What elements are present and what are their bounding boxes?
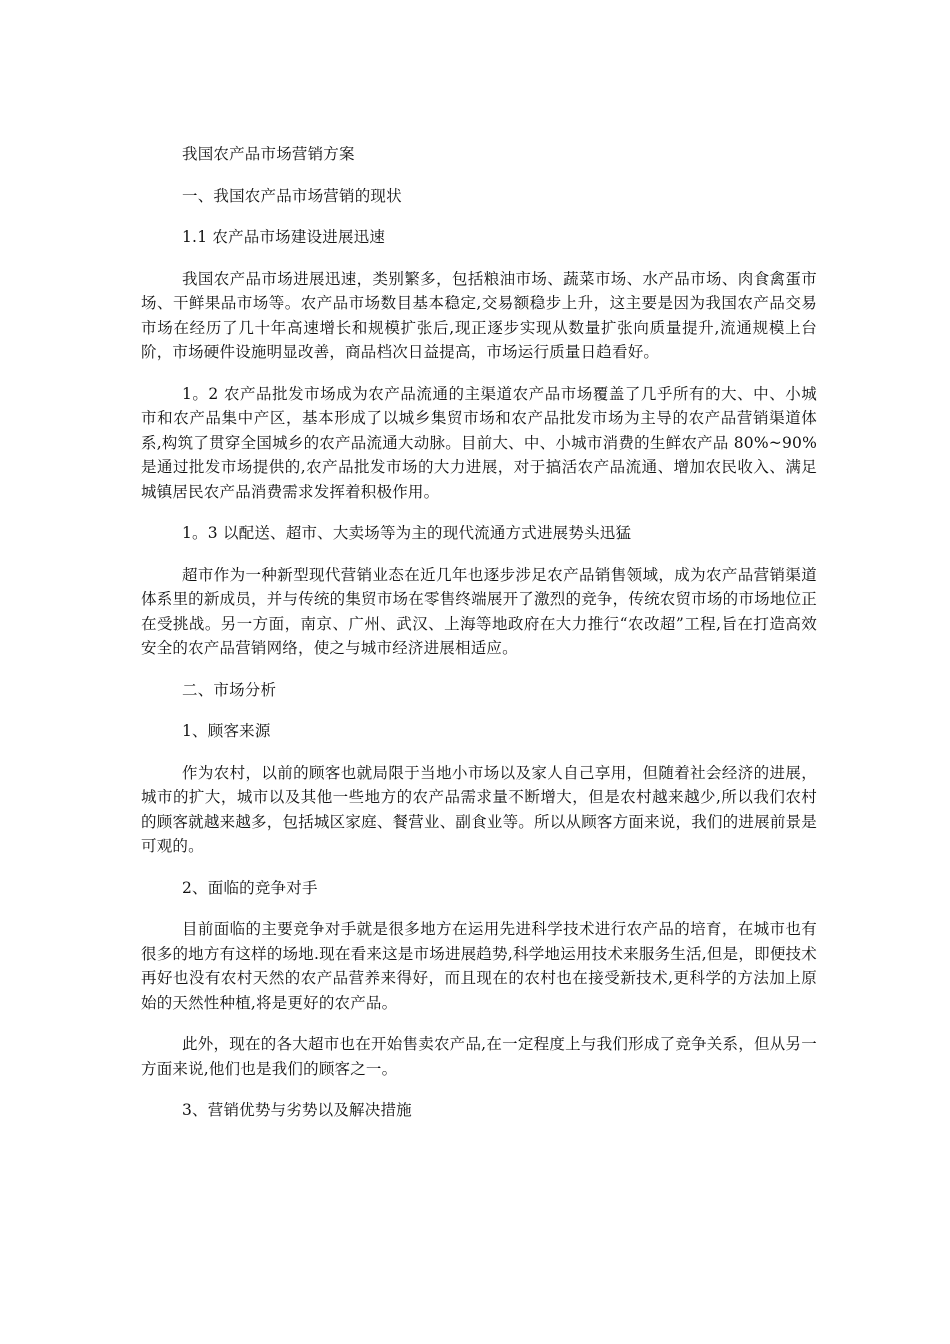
section-2-heading: 二、市场分析 (182, 680, 277, 699)
section-1-heading: 一、我国农产品市场营销的现状 (182, 186, 402, 205)
document-title: 我国农产品市场营销方案 (182, 145, 355, 163)
subsection-2-2-paragraph-2: 此外，现在的各大超市也在开始售卖农产品,在一定程度上与我们形成了竞争关系，但从另一方面来说,他们也是我们的顾客之一。 (141, 1035, 817, 1078)
subsection-1-2-paragraph: 1。2 农产品批发市场成为农产品流通的主渠道农产品市场覆盖了几乎所有的大、中、小城市和农产品集中产区，基本形成了以城乡集贸市场和农产品批发市场为主导的农产品营销渠道体系,构筑了贯穿全国城乡的农产品流通大动脉。目前大、中、小城市消费的生鲜农产品 80%~90%是通过批发市场提供的,农产品批发市场的大力进展，对于搞活农产品流通、增加农民收入、满足城镇居民农产品消费需求发挥着积极作用。 (141, 384, 817, 501)
subsection-1-3-paragraph: 超市作为一种新型现代营销业态在近几年也逐步涉足农产品销售领域，成为农产品营销渠道体系里的新成员，并与传统的集贸市场在零售终端展开了激烈的竞争，传统农贸市场的市场地位正在受挑战。另一方面，南京、广州、武汉、上海等地政府在大力推行“农改超”工程,旨在打造高效安全的农产品营销网络，使之与城市经济进展相适应。 (141, 565, 817, 657)
subsection-1-3-heading: 1。3 以配送、超市、大卖场等为主的现代流通方式进展势头迅猛 (182, 524, 632, 542)
subsection-2-1-paragraph: 作为农村，以前的顾客也就局限于当地小市场以及家人自己享用，但随着社会经济的进展，城市的扩大，城市以及其他一些地方的农产品需求量不断增大，但是农村越来越少,所以我们农村的顾客就越来越多，包括城区家庭、餐营业、副食业等。所以从顾客方面来说，我们的进展前景是可观的。 (141, 763, 817, 855)
subsection-2-1-heading: 1、顾客来源 (182, 722, 271, 740)
document-body (141, 142, 817, 1140)
subsection-2-3-heading: 3、营销优势与劣势以及解决措施 (182, 1101, 412, 1119)
subsection-1-1-paragraph: 我国农产品市场进展迅速，类别繁多，包括粮油市场、蔬菜市场、水产品市场、肉食禽蛋市场、干鲜果品市场等。农产品市场数目基本稳定,交易额稳步上升，这主要是因为我国农产品交易市场在经历了几十年高速增长和规模扩张后,现正逐步实现从数量扩张向质量提升,流通规模上台阶，市场硬件设施明显改善，商品档次日益提高，市场运行质量日趋看好。 (141, 269, 817, 361)
subsection-2-2-heading: 2、面临的竞争对手 (182, 878, 318, 897)
subsection-2-2-paragraph-1: 目前面临的主要竞争对手就是很多地方在运用先进科学技术进行农产品的培育，在城市也有很多的地方有这样的场地.现在看来这是市场进展趋势,科学地运用技术来服务生活,但是，即便技术再好也没有农村天然的农产品营养来得好，而且现在的农村也在接受新技术,更科学的方法加上原始的天然性种植,将是更好的农产品。 (141, 920, 817, 1012)
subsection-1-1-heading: 1.1 农产品市场建设进展迅速 (182, 228, 386, 246)
